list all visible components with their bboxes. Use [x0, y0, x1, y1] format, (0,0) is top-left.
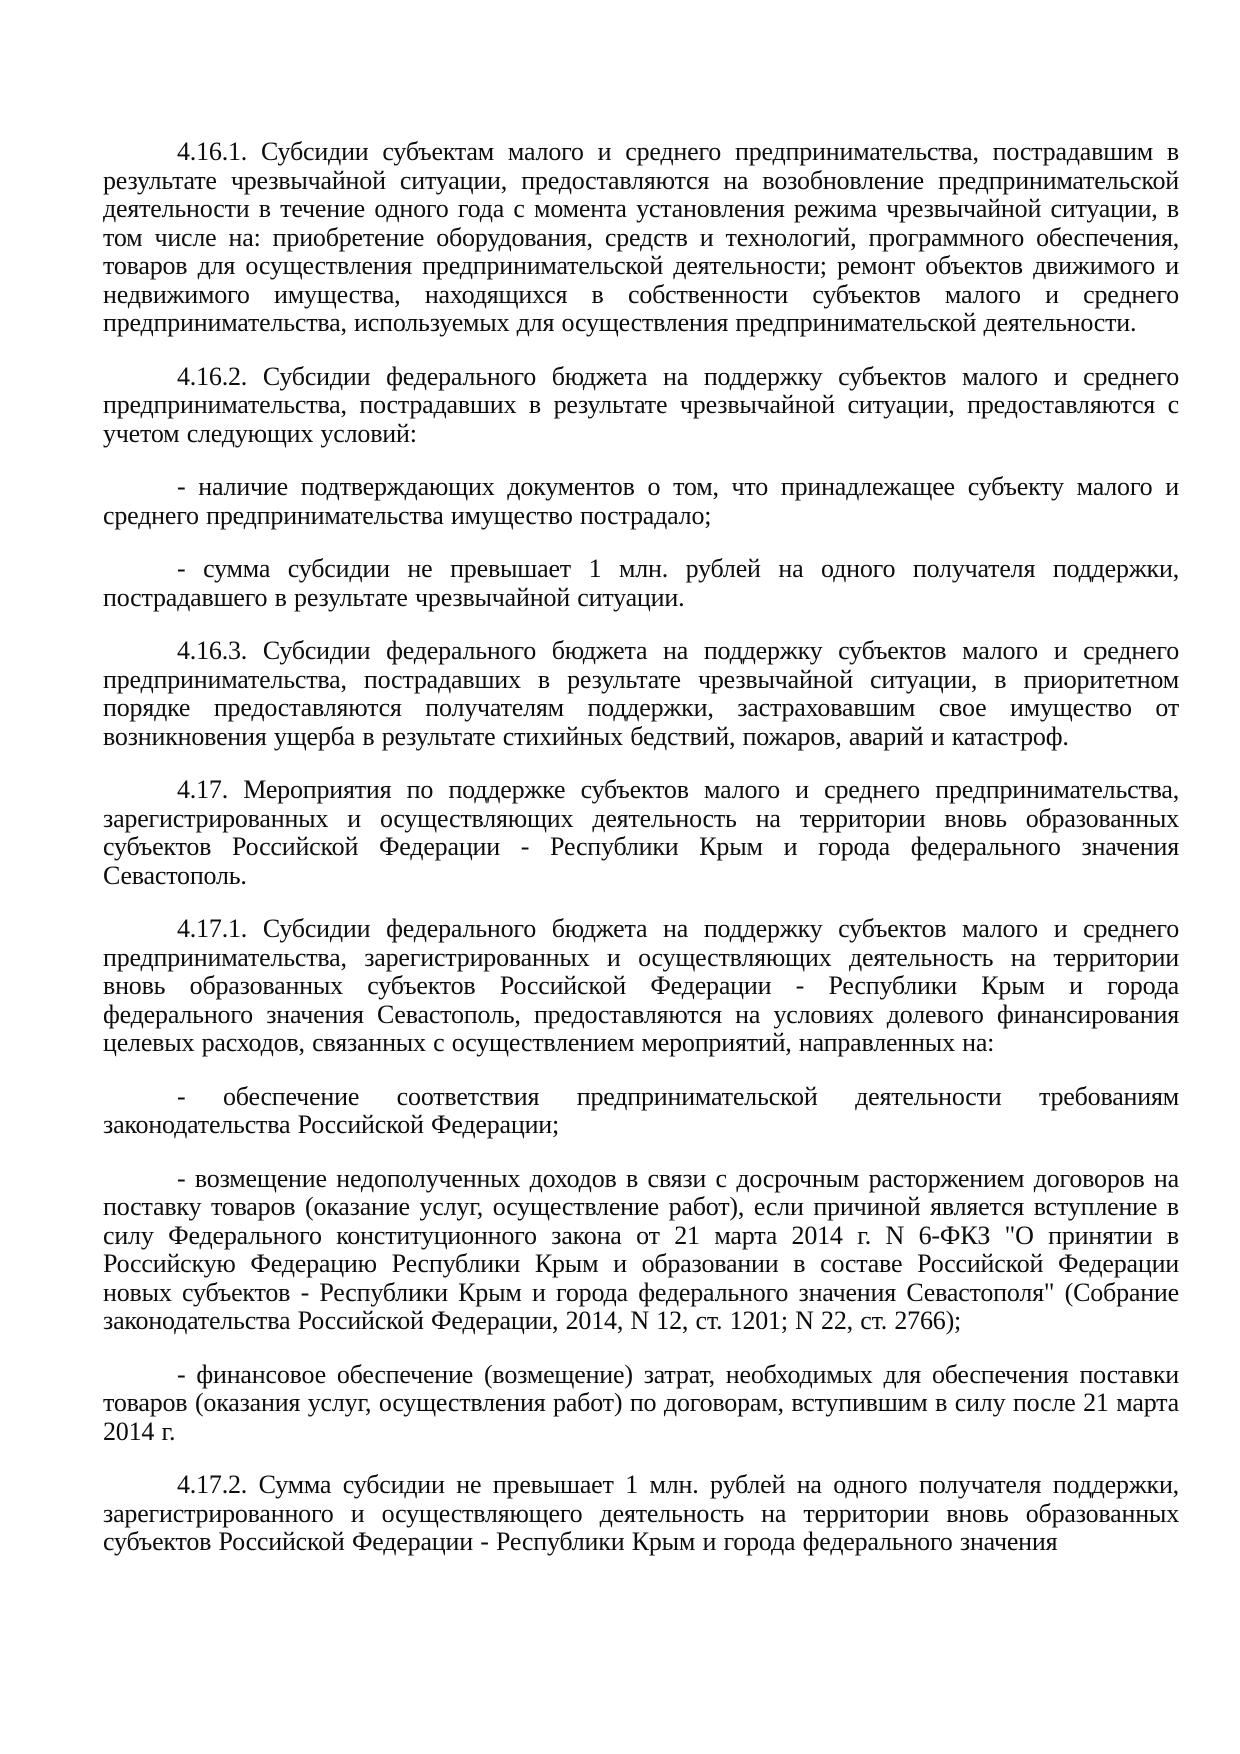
paragraph-4-16-2: 4.16.2. Субсидии федерального бюджета на поддержку субъектов малого и среднего предпринимательства, пострадавших в результате чрезвычайной ситуации, предоставляются с учетом следующих условий: [103, 361, 1179, 448]
paragraph-4-16-3: 4.16.3. Субсидии федерального бюджета на поддержку субъектов малого и среднего предпринимательства, пострадавших в результате чрезвычайной ситуации, в приоритетном порядке предоставляются получателям поддержки, застраховавшим свое имущество от возникновения ущерба в результате стихийных бедствий, пожаров, аварий и катастроф. [103, 636, 1179, 751]
paragraph-4-16-1: 4.16.1. Субсидии субъектам малого и среднего предпринимательства, пострадавшим в результате чрезвычайной ситуации, предоставляются на возобновление предпринимательской деятельности в течение одного года с момента установления режима чрезвычайной ситуации, в том числе на: приобретение оборудования, средств и технологий, программного обеспечения, товаров для осуществления предпринимательской деятельности; ремонт объектов движимого и недвижимого имущества, находящихся в собственности субъектов малого и среднего предпринимательства, используемых для осуществления предпринимательской деятельности. [103, 137, 1179, 337]
paragraph-4-17-2: 4.17.2. Сумма субсидии не превышает 1 млн. рублей на одного получателя поддержки, зарегистрированного и осуществляющего деятельность на территории вновь образованных субъектов Российской Федерации - Республики Крым и города федерального значения [103, 1470, 1179, 1556]
bullet-confirming-documents: - наличие подтверждающих документов о том, что принадлежащее субъекту малого и среднего предпринимательства имущество пострадало; [103, 472, 1179, 530]
bullet-compliance: - обеспечение соответствия предпринимательской деятельности требованиям законодательства Российской Федерации; [103, 1081, 1179, 1139]
bullet-subsidy-limit: - сумма субсидии не превышает 1 млн. рублей на одного получателя поддержки, пострадавшего в результате чрезвычайной ситуации. [103, 554, 1179, 612]
bullet-financial-support: - финансовое обеспечение (возмещение) затрат, необходимых для обеспечения поставки товаров (оказания услуг, осуществления работ) по договорам, вступившим в силу после 21 марта 2014 г. [103, 1359, 1179, 1446]
paragraph-4-17: 4.17. Мероприятия по поддержке субъектов малого и среднего предпринимательства, зарегистрированных и осуществляющих деятельность на территории вновь образованных субъектов Российской Федерации - Республики Крым и города федерального значения Севастополь. [103, 775, 1179, 890]
paragraph-4-17-1: 4.17.1. Субсидии федерального бюджета на поддержку субъектов малого и среднего предпринимательства, зарегистрированных и осуществляющих деятельность на территории вновь образованных субъектов Российской Федерации - Республики Крым и города федерального значения Севастополь, предоставляются на условиях долевого финансирования целевых расходов, связанных с осуществлением мероприятий, направленных на: [103, 914, 1179, 1057]
bullet-lost-income: - возмещение недополученных доходов в связи с досрочным расторжением договоров на поставку товаров (оказание услуг, осуществление работ), если причиной является вступление в силу Федерального конституционного закона от 21 марта 2014 г. N 6-ФКЗ "О принятии в Российскую Федерацию Республики Крым и образовании в составе Российской Федерации новых субъектов - Республики Крым и города федерального значения Севастополя" (Собрание законодательства Российской Федерации, 2014, N 12, ст. 1201; N 22, ст. 2766); [103, 1163, 1179, 1335]
